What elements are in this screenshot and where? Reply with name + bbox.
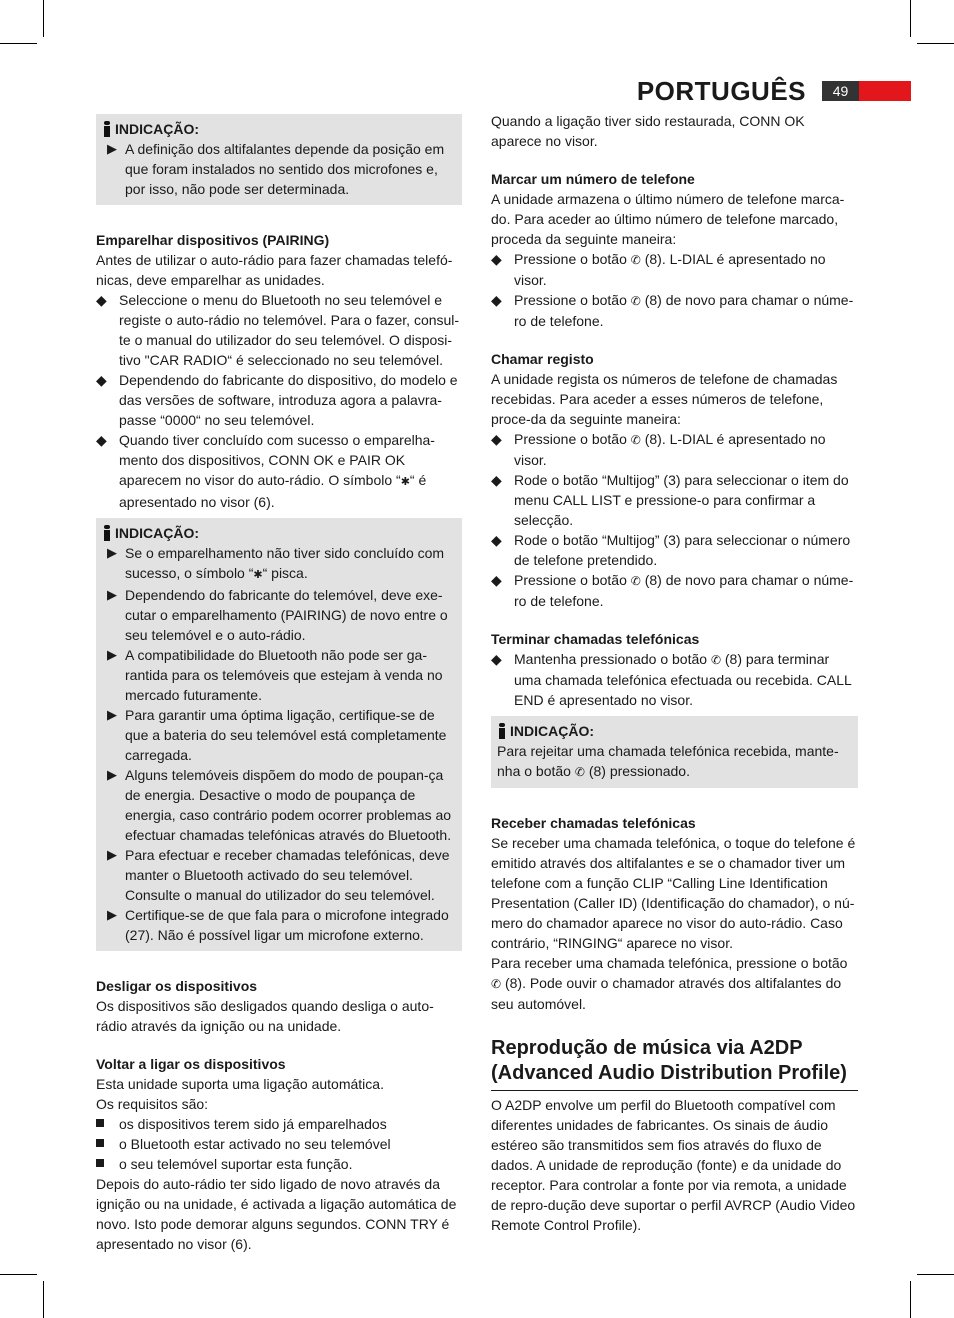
crop-mark (0, 43, 37, 44)
list-item: ◆ Pressione o botão ✆ (8). L-DIAL é apresentado no visor. (491, 431, 826, 468)
paragraph: Os dispositivos são desligados quando desliga o auto-rádio através da ignição ou na unidade. (96, 998, 434, 1034)
crop-mark (910, 1281, 911, 1318)
diamond-bullet-icon: ◆ (491, 651, 502, 667)
crop-mark (917, 43, 954, 44)
paragraph: Se receber uma chamada telefónica, o toque do telefone é emitido através dos altifalantes e se o chamador tiver um telefone com a função CLIP “Calling Line Identification Presentation (Caller ID) (Identificação do chamador), o nú-mero do chamador aparece no visor do auto-rádio. Caso contrário, “RINGING“ aparece no visor. (491, 835, 856, 951)
triangle-bullet-icon: ▶ (107, 767, 117, 782)
phone-icon: ✆ (491, 977, 502, 991)
list-item: ◆ Rode o botão “Multijog” (3) para seleccionar o item do menu CALL LIST e pressione-o para confirmar a selecção. (491, 472, 849, 528)
phone-icon: ✆ (710, 653, 721, 667)
crop-mark (910, 0, 911, 37)
list-item: ◆ Rode o botão “Multijog” (3) para seleccionar o número de telefone pretendido. (491, 532, 851, 568)
phone-icon: ✆ (630, 574, 641, 588)
list-item: ◆ Quando tiver concluído com sucesso o emparelha-mento dos dispositivos, CONN OK e PAIR OK aparecem no visor do auto-rádio. O símbolo “✱“ é apresentado no visor (6). (96, 432, 435, 510)
section-heading: Terminar chamadas telefónicas (491, 631, 700, 647)
note-title (102, 119, 456, 139)
note-title-text: INDICAÇÃO: (115, 121, 199, 137)
triangle-bullet-icon: ▶ (107, 847, 117, 862)
triangle-bullet-icon: ▶ (107, 141, 117, 156)
triangle-bullet-icon: ▶ (107, 545, 117, 560)
triangle-bullet-icon: ▶ (107, 907, 117, 922)
register-list (491, 429, 858, 611)
section-heading: Receber chamadas telefónicas (491, 815, 696, 831)
list-item: os dispositivos terem sido já emparelhados (96, 1114, 462, 1134)
diamond-bullet-icon: ◆ (491, 472, 502, 488)
square-bullet-icon (96, 1139, 104, 1147)
note-box (491, 716, 858, 788)
crop-mark (43, 0, 44, 37)
paragraph: Esta unidade suporta uma ligação automática. (96, 1076, 384, 1092)
diamond-bullet-icon: ◆ (491, 572, 502, 588)
list-item: ◆ Pressione o botão ✆ (8) de novo para chamar o núme-ro de telefone. (491, 292, 854, 329)
list-item: ▶ Para efectuar e receber chamadas telefónicas, deve manter o Bluetooth activado do seu telemóvel. Consulte o manual do utilizador do seu telemóvel. (107, 847, 450, 903)
phone-icon: ✆ (574, 765, 585, 779)
list-item: ▶ Alguns telemóveis dispõem do modo de poupan-ça de energia. Desactive o modo de poupança de energia, caso contrário podem ocorrer problemas ao efectuar chamadas telefónicas através do Bluetooth. (107, 767, 452, 843)
list-item: ◆ Mantenha pressionado o botão ✆ (8) para terminar uma chamada telefónica efectuada ou recebida. CALL END é apresentado no visor. (491, 651, 852, 708)
list-item: o Bluetooth estar activado no seu telemóvel (96, 1134, 462, 1154)
note-title-text: INDICAÇÃO: (510, 723, 594, 739)
square-bullet-icon (96, 1159, 104, 1167)
paragraph: Para receber uma chamada telefónica, pressione o botão ✆ (8). Pode ouvir o chamador através dos altifalantes do seu automóvel. (491, 955, 848, 1012)
accent-bar (859, 81, 911, 101)
section-heading: Chamar registo (491, 351, 594, 367)
list-item: ▶ Dependendo do fabricante do telemóvel, deve exe-cutar o emparelhamento (PAIRING) de novo entre o seu telemóvel e o auto-rádio. (107, 587, 448, 643)
list-item: ▶ A compatibilidade do Bluetooth não pode ser ga-rantida para os telemóveis que estejam à venda no mercado futuramente. (107, 647, 443, 703)
diamond-bullet-icon: ◆ (491, 251, 502, 267)
diamond-bullet-icon: ◆ (96, 292, 107, 308)
crop-mark (43, 1281, 44, 1318)
list-item: ▶ A definição dos altifalantes depende da posição em que foram instalados no sentido dos microfones e, por isso, não pode ser determinada. (107, 141, 445, 197)
pairing-list (96, 290, 462, 512)
note-box (96, 114, 462, 205)
note-title-text: INDICAÇÃO: (115, 525, 199, 541)
paragraph: A unidade regista os números de telefone de chamadas recebidas. Para aceder a esses números de telefone, proce-da da seguinte maneira: (491, 371, 838, 427)
bluetooth-icon: ✱ (400, 476, 410, 488)
list-item: ▶ Se o emparelhamento não tiver sido concluído com sucesso, o símbolo “✱“ pisca. (102, 543, 456, 585)
section-heading: Marcar um número de telefone (491, 171, 695, 187)
requirements-list (96, 1114, 462, 1174)
triangle-bullet-icon: ▶ (107, 707, 117, 722)
crop-mark (0, 1274, 37, 1275)
bluetooth-icon: ✱ (253, 569, 263, 581)
diamond-bullet-icon: ◆ (96, 372, 107, 388)
diamond-bullet-icon: ◆ (96, 432, 107, 448)
section-heading: Desligar os dispositivos (96, 978, 258, 994)
paragraph: Os requisitos são: (96, 1096, 209, 1112)
paragraph: Depois do auto-rádio ter sido ligado de novo através da ignição ou na unidade, é activada a ligação automática de novo. Isto pode demorar alguns segundos. CONN TRY é apresentado no visor (6). (96, 1176, 457, 1252)
diamond-bullet-icon: ◆ (491, 292, 502, 308)
diamond-bullet-icon: ◆ (491, 431, 502, 447)
section-title: Reprodução de música via A2DP (Advanced Audio Distribution Profile) (491, 1036, 858, 1091)
note-title (497, 721, 852, 741)
page-number: 49 (822, 81, 859, 101)
list-item: ▶ Certifique-se de que fala para o microfone integrado (27). Não é possível ligar um microfone externo. (107, 907, 449, 943)
info-icon (102, 121, 112, 137)
left-column (96, 114, 462, 1254)
list-item: ◆ Pressione o botão ✆ (8) de novo para chamar o núme-ro de telefone. (491, 572, 854, 609)
list-item: ▶ Para garantir uma óptima ligação, certifique-se de que a bateria do seu telemóvel está completamente carregada. (107, 707, 447, 763)
paragraph: Antes de utilizar o auto-rádio para fazer chamadas telefó-nicas, deve emparelhar as unidades. (96, 252, 453, 288)
note-title (102, 523, 456, 543)
triangle-bullet-icon: ▶ (107, 647, 117, 662)
phone-icon: ✆ (630, 433, 641, 447)
list-item: ◆ Seleccione o menu do Bluetooth no seu telemóvel e registe o auto-rádio no telemóvel. Para o fazer, consul-te o manual do utilizador do seu telemóvel. O disposi-tivo "CAR RADIO“ é seleccionado no seu telemóvel. (96, 292, 460, 368)
phone-icon: ✆ (630, 253, 641, 267)
list-item: ◆ Pressione o botão ✆ (8). L-DIAL é apresentado no visor. (491, 251, 826, 288)
note-list (102, 543, 456, 945)
paragraph: Quando a ligação tiver sido restaurada, CONN OK aparece no visor. (491, 113, 805, 149)
info-icon (102, 525, 112, 541)
right-column (491, 111, 858, 1235)
paragraph: A unidade armazena o último número de telefone marca-do. Para aceder ao último número de telefone marcado, proceda da seguinte maneira: (491, 191, 845, 247)
section-heading: Voltar a ligar os dispositivos (96, 1056, 286, 1072)
page-title: PORTUGUÊS (636, 76, 806, 106)
square-bullet-icon (96, 1119, 104, 1127)
list-item: o seu telemóvel suportar esta função. (96, 1154, 462, 1174)
dial-list (491, 249, 858, 331)
note-list (102, 139, 456, 199)
phone-icon: ✆ (630, 294, 641, 308)
triangle-bullet-icon: ▶ (107, 587, 117, 602)
diamond-bullet-icon: ◆ (491, 532, 502, 548)
info-icon (497, 723, 507, 739)
section-heading: Emparelhar dispositivos (PAIRING) (96, 232, 330, 248)
end-call-list (491, 649, 858, 710)
note-box (96, 518, 462, 951)
paragraph: O A2DP envolve um perfil do Bluetooth compatível com diferentes unidades de fabricantes. Os sinais de áudio estéreo são transmitidos sem fios através do fluxo de dados. A unidade de reprodução (fonte) e da unidade do receptor. Para controlar a fonte por via remota, a unidade de repro-dução deve suportar o perfil AVRCP (Audio Video Remote Control Profile). (491, 1097, 856, 1233)
list-item: ◆ Dependendo do fabricante do dispositivo, do modelo e das versões de software, introduza agora a palavra-passe “0000“ no seu telemóvel. (96, 372, 458, 428)
note-text: Para rejeitar uma chamada telefónica recebida, mante-nha o botão ✆ (8) pressionado. (497, 741, 852, 782)
crop-mark (917, 1274, 954, 1275)
